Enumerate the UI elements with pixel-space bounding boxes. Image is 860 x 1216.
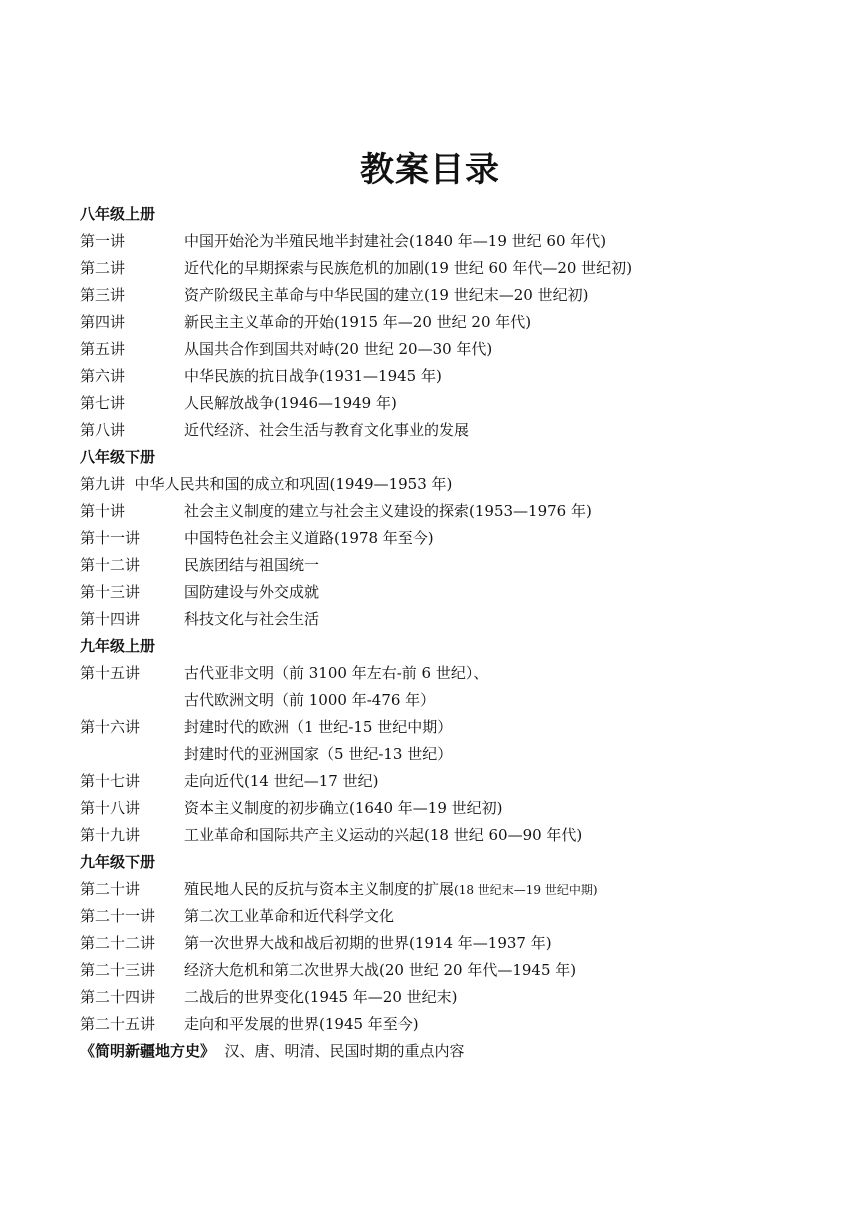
lecture-number: 第十五讲 <box>80 664 141 682</box>
lecture-title: 二战后的世界变化(1945 年—20 世纪末) <box>184 988 458 1006</box>
list-item <box>80 552 800 579</box>
list-item-continuation <box>80 741 800 768</box>
lecture-number: 第十三讲 <box>80 583 141 601</box>
lecture-title: 第九讲 中华人民共和国的成立和巩固(1949—1953 年) <box>80 475 453 493</box>
lecture-number: 第二十五讲 <box>80 1015 156 1033</box>
list-item <box>80 228 800 255</box>
list-item <box>80 606 800 633</box>
lecture-title: 社会主义制度的建立与社会主义建设的探索(1953—1976 年) <box>184 502 592 520</box>
lecture-number: 第十九讲 <box>80 826 141 844</box>
lecture-number: 第二十二讲 <box>80 934 156 952</box>
lecture-title: 资本主义制度的初步确立(1640 年—19 世纪初) <box>184 799 503 817</box>
lecture-title: 民族团结与祖国统一 <box>184 556 320 574</box>
lecture-number: 第一讲 <box>80 232 126 250</box>
list-item <box>80 930 800 957</box>
lecture-number: 第十八讲 <box>80 799 141 817</box>
lecture-title: 第二次工业革命和近代科学文化 <box>184 907 395 925</box>
lecture-title: 人民解放战争(1946—1949 年) <box>184 394 397 412</box>
lecture-period: (18 世纪末—19 世纪中期) <box>454 883 598 897</box>
list-item <box>80 903 800 930</box>
list-item <box>80 876 800 903</box>
list-item <box>80 957 800 984</box>
lecture-title: 工业革命和国际共产主义运动的兴起(18 世纪 60—90 年代) <box>184 826 583 844</box>
lecture-title: 古代亚非文明（前 3100 年左右-前 6 世纪）、 <box>184 664 489 682</box>
lecture-title: 封建时代的欧洲（1 世纪-15 世纪中期） <box>184 718 453 736</box>
lecture-number: 第二十四讲 <box>80 988 156 1006</box>
section-heading: 八年级上册 <box>80 205 156 223</box>
list-item <box>80 768 800 795</box>
lecture-title: 古代欧洲文明（前 1000 年-476 年） <box>184 691 436 709</box>
lecture-title: 中国特色社会主义道路(1978 年至今) <box>184 529 434 547</box>
lecture-title: 封建时代的亚洲国家（5 世纪-13 世纪） <box>184 745 453 763</box>
lecture-number: 第二讲 <box>80 259 126 277</box>
page-title: 教案目录 <box>360 150 500 190</box>
list-item <box>80 471 800 498</box>
lecture-title: 中国开始沦为半殖民地半封建社会(1840 年—19 世纪 60 年代) <box>184 232 607 250</box>
lecture-title: 国防建设与外交成就 <box>184 583 320 601</box>
lecture-number: 第十二讲 <box>80 556 141 574</box>
lecture-number: 第二十讲 <box>80 880 141 898</box>
list-item <box>80 984 800 1011</box>
lecture-number: 第五讲 <box>80 340 126 358</box>
lecture-number: 第四讲 <box>80 313 126 331</box>
list-item <box>80 309 800 336</box>
lecture-number: 第二十一讲 <box>80 907 156 925</box>
lecture-title: 殖民地人民的反抗与资本主义制度的扩展 <box>184 880 455 898</box>
lecture-title: 近代化的早期探索与民族危机的加剧(19 世纪 60 年代—20 世纪初) <box>184 259 633 277</box>
list-item <box>80 660 800 687</box>
list-item <box>80 282 800 309</box>
lecture-title: 经济大危机和第二次世界大战(20 世纪 20 年代—1945 年) <box>184 961 577 979</box>
list-item <box>80 363 800 390</box>
lecture-number: 第七讲 <box>80 394 126 412</box>
lecture-title: 第一次世界大战和战后初期的世界(1914 年—1937 年) <box>184 934 552 952</box>
lecture-number: 第十七讲 <box>80 772 141 790</box>
lecture-title: 中华民族的抗日战争(1931—1945 年) <box>184 367 442 385</box>
section-heading: 八年级下册 <box>80 448 156 466</box>
lecture-number: 第八讲 <box>80 421 126 439</box>
lecture-title: 从国共合作到国共对峙(20 世纪 20—30 年代) <box>184 340 493 358</box>
book-title: 《简明新疆地方史》 <box>80 1042 216 1060</box>
list-item <box>80 417 800 444</box>
list-item-continuation <box>80 687 800 714</box>
section-heading: 九年级下册 <box>80 853 156 871</box>
local-history-entry <box>80 1038 800 1065</box>
list-item <box>80 579 800 606</box>
lecture-number: 第六讲 <box>80 367 126 385</box>
list-item <box>80 822 800 849</box>
lecture-title: 近代经济、社会生活与教育文化事业的发展 <box>184 421 470 439</box>
list-item <box>80 336 800 363</box>
lecture-title: 科技文化与社会生活 <box>184 610 320 628</box>
lecture-title: 新民主主义革命的开始(1915 年—20 世纪 20 年代) <box>184 313 532 331</box>
list-item <box>80 1011 800 1038</box>
list-item <box>80 498 800 525</box>
lecture-title: 走向和平发展的世界(1945 年至今) <box>184 1015 419 1033</box>
lecture-number: 第十六讲 <box>80 718 141 736</box>
lecture-number: 第十讲 <box>80 502 126 520</box>
list-item <box>80 714 800 741</box>
list-item <box>80 390 800 417</box>
list-item <box>80 255 800 282</box>
section-heading: 九年级上册 <box>80 637 156 655</box>
list-item <box>80 525 800 552</box>
lecture-title: 资产阶级民主革命与中华民国的建立(19 世纪末—20 世纪初) <box>184 286 589 304</box>
lecture-number: 第十四讲 <box>80 610 141 628</box>
book-description: 汉、唐、明清、民国时期的重点内容 <box>215 1042 465 1060</box>
lecture-number: 第十一讲 <box>80 529 141 547</box>
list-item <box>80 795 800 822</box>
lecture-number: 第二十三讲 <box>80 961 156 979</box>
lecture-title: 走向近代(14 世纪—17 世纪) <box>184 772 379 790</box>
lecture-number: 第三讲 <box>80 286 126 304</box>
table-of-contents <box>80 201 800 1065</box>
